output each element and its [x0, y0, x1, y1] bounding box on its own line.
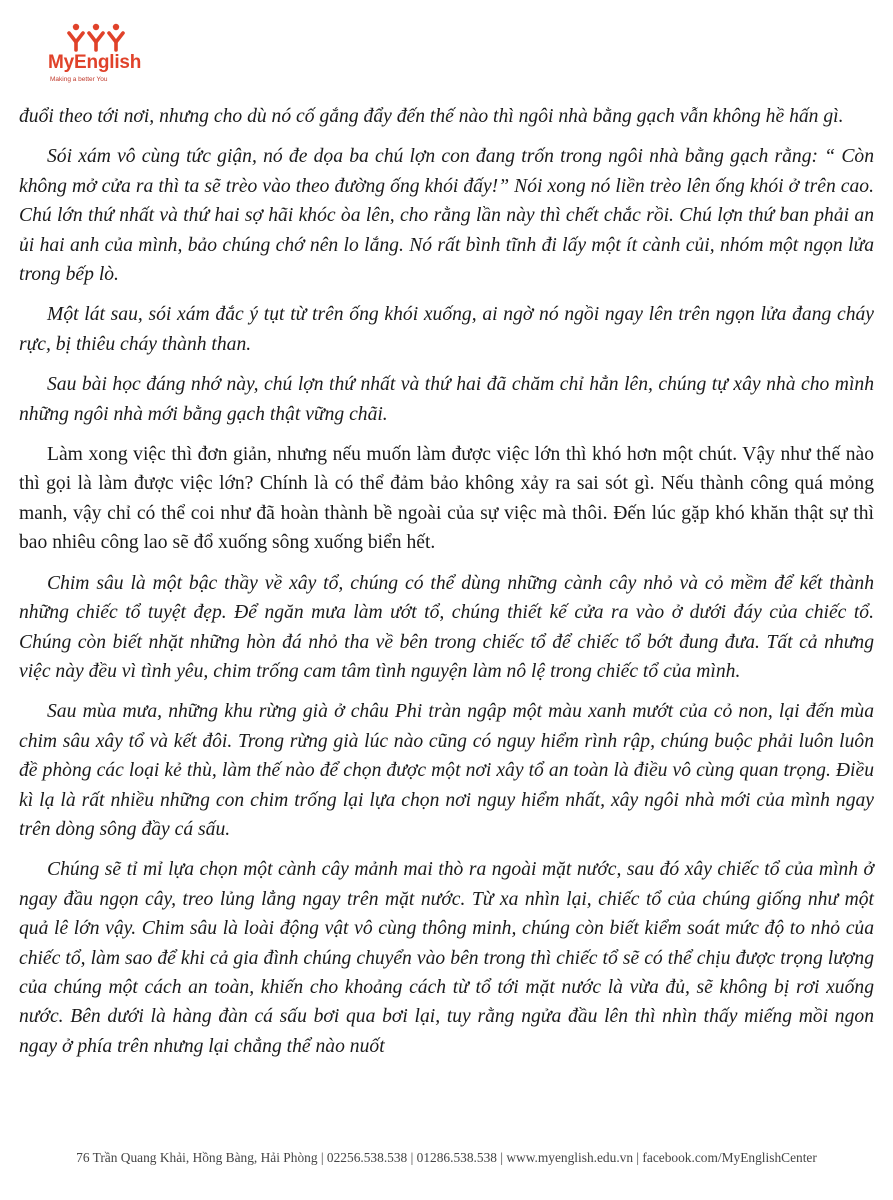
paragraph: Sói xám vô cùng tức giận, nó đe dọa ba chú lợn con đang trốn trong ngôi nhà bằng gạch rằng: “ Còn không mở cửa ra thì ta sẽ trèo vào theo đường ống khói đấy!” Nói xong nó liền trèo lên ống khói ở trên cao. Chú lớn thứ nhất và thứ hai sợ hãi khóc òa lên, cho rằng lần này thì chết chắc rồi. Chú lợn thứ ban phải an ủi hai anh của mình, bảo chúng chớ nên lo lắng. Nó rất bình tĩnh đi lấy một ít cành củi, nhóm một ngọn lửa trong bếp lò.	[19, 146, 874, 286]
paragraph: Làm xong việc thì đơn giản, nhưng nếu muốn làm được việc lớn thì khó hơn một chút. Vậy như thế nào thì gọi là làm được việc lớn? Chính là có thể đảm bảo không xảy ra sai sót gì. Nếu thành công quá mỏng manh, vậy chỉ có thể coi như đã hoàn thành bề ngoài của sự việc mà thôi. Đến lúc gặp khó khăn thật sự thì bao nhiêu công lao sẽ đổ xuống sông xuống biển hết.	[19, 444, 874, 554]
paragraph: Sau bài học đáng nhớ này, chú lợn thứ nhất và thứ hai đã chăm chỉ hẳn lên, chúng tự xây nhà cho mình những ngôi nhà mới bằng gạch thật vững chãi.	[19, 374, 874, 425]
brand-logo	[48, 22, 158, 88]
paragraph: Sau mùa mưa, những khu rừng già ở châu Phi tràn ngập một màu xanh mướt của cỏ non, lại đến mùa chim sâu xây tổ và kết đôi. Trong rừng già lúc nào cũng có nguy hiểm rình rập, chúng buộc phải luôn luôn đề phòng các loại kẻ thù, làm thế nào để chọn được một nơi xây tổ an toàn là điều vô cùng quan trọng. Điều kì lạ là rất nhiều những con chim trống lại lựa chọn nơi nguy hiểm nhất, xây ngôi nhà mới của mình ngay trên dòng sông đầy cá sấu.	[19, 701, 874, 840]
logo-wordmark: MyEnglish	[48, 52, 142, 73]
paragraph: Chúng sẽ tỉ mỉ lựa chọn một cành cây mảnh mai thò ra ngoài mặt nước, sau đó xây chiếc tổ của mình ở ngay đầu ngọn cây, treo lủng lẳng ngay trên mặt nước. Từ xa nhìn lại, chiếc tổ của chúng giống như một quả lê lớn vậy. Chim sâu là loài động vật vô cùng thông minh, chúng còn biết kiểm soát mức độ to nhỏ của chiếc tổ, làm sao để khi cả gia đình chúng chuyển vào bên trong thì chiếc tổ sẽ có thể chịu được trọng lượng của chúng một cách an toàn, khiến cho khoảng cách từ tổ tới mặt nước là vừa đủ, sẽ không bị rơi xuống nước. Bên dưới là hàng đàn cá sấu bơi qua bơi lại, tuy rằng ngửa đầu lên thì nhìn thấy miếng mồi ngon ngay ở phía trên nhưng lại chẳng thể nào nuốt	[19, 859, 874, 1057]
paragraph: Chim sâu là một bậc thầy về xây tổ, chúng có thể dùng những cành cây nhỏ và cỏ mềm để kết thành những chiếc tổ tuyệt đẹp. Để ngăn mưa làm ướt tổ, chúng thiết kế cửa ra vào ở dưới đáy của chiếc tổ. Chúng còn biết nhặt những hòn đá nhỏ tha về bên trong chiếc tổ để chiếc tổ bớt đung đưa. Tất cả nhưng việc này đều vì tình yêu, chim trống cam tâm tình nguyện làm nô lệ trong chiếc tổ của mình.	[19, 572, 874, 682]
people-logo-icon	[66, 22, 126, 52]
page-footer-contact: 76 Trần Quang Khải, Hồng Bàng, Hải Phòng | 02256.538.538 | 01286.538.538 | www.myenglish.edu.vn | facebook.com/MyEnglishCenter	[76, 1150, 817, 1165]
paragraph: Một lát sau, sói xám đắc ý tụt từ trên ống khói xuống, ai ngờ nó ngồi ngay lên trên ngọn lửa đang cháy rực, bị thiêu cháy thành than.	[19, 304, 874, 355]
document-body	[19, 102, 874, 1072]
paragraph: đuổi theo tới nơi, nhưng cho dù nó cố gắng đẩy đến thế nào thì ngôi nhà bằng gạch vẫn không hề hấn gì.	[19, 106, 844, 127]
logo-tagline: Making a better You	[50, 76, 108, 83]
